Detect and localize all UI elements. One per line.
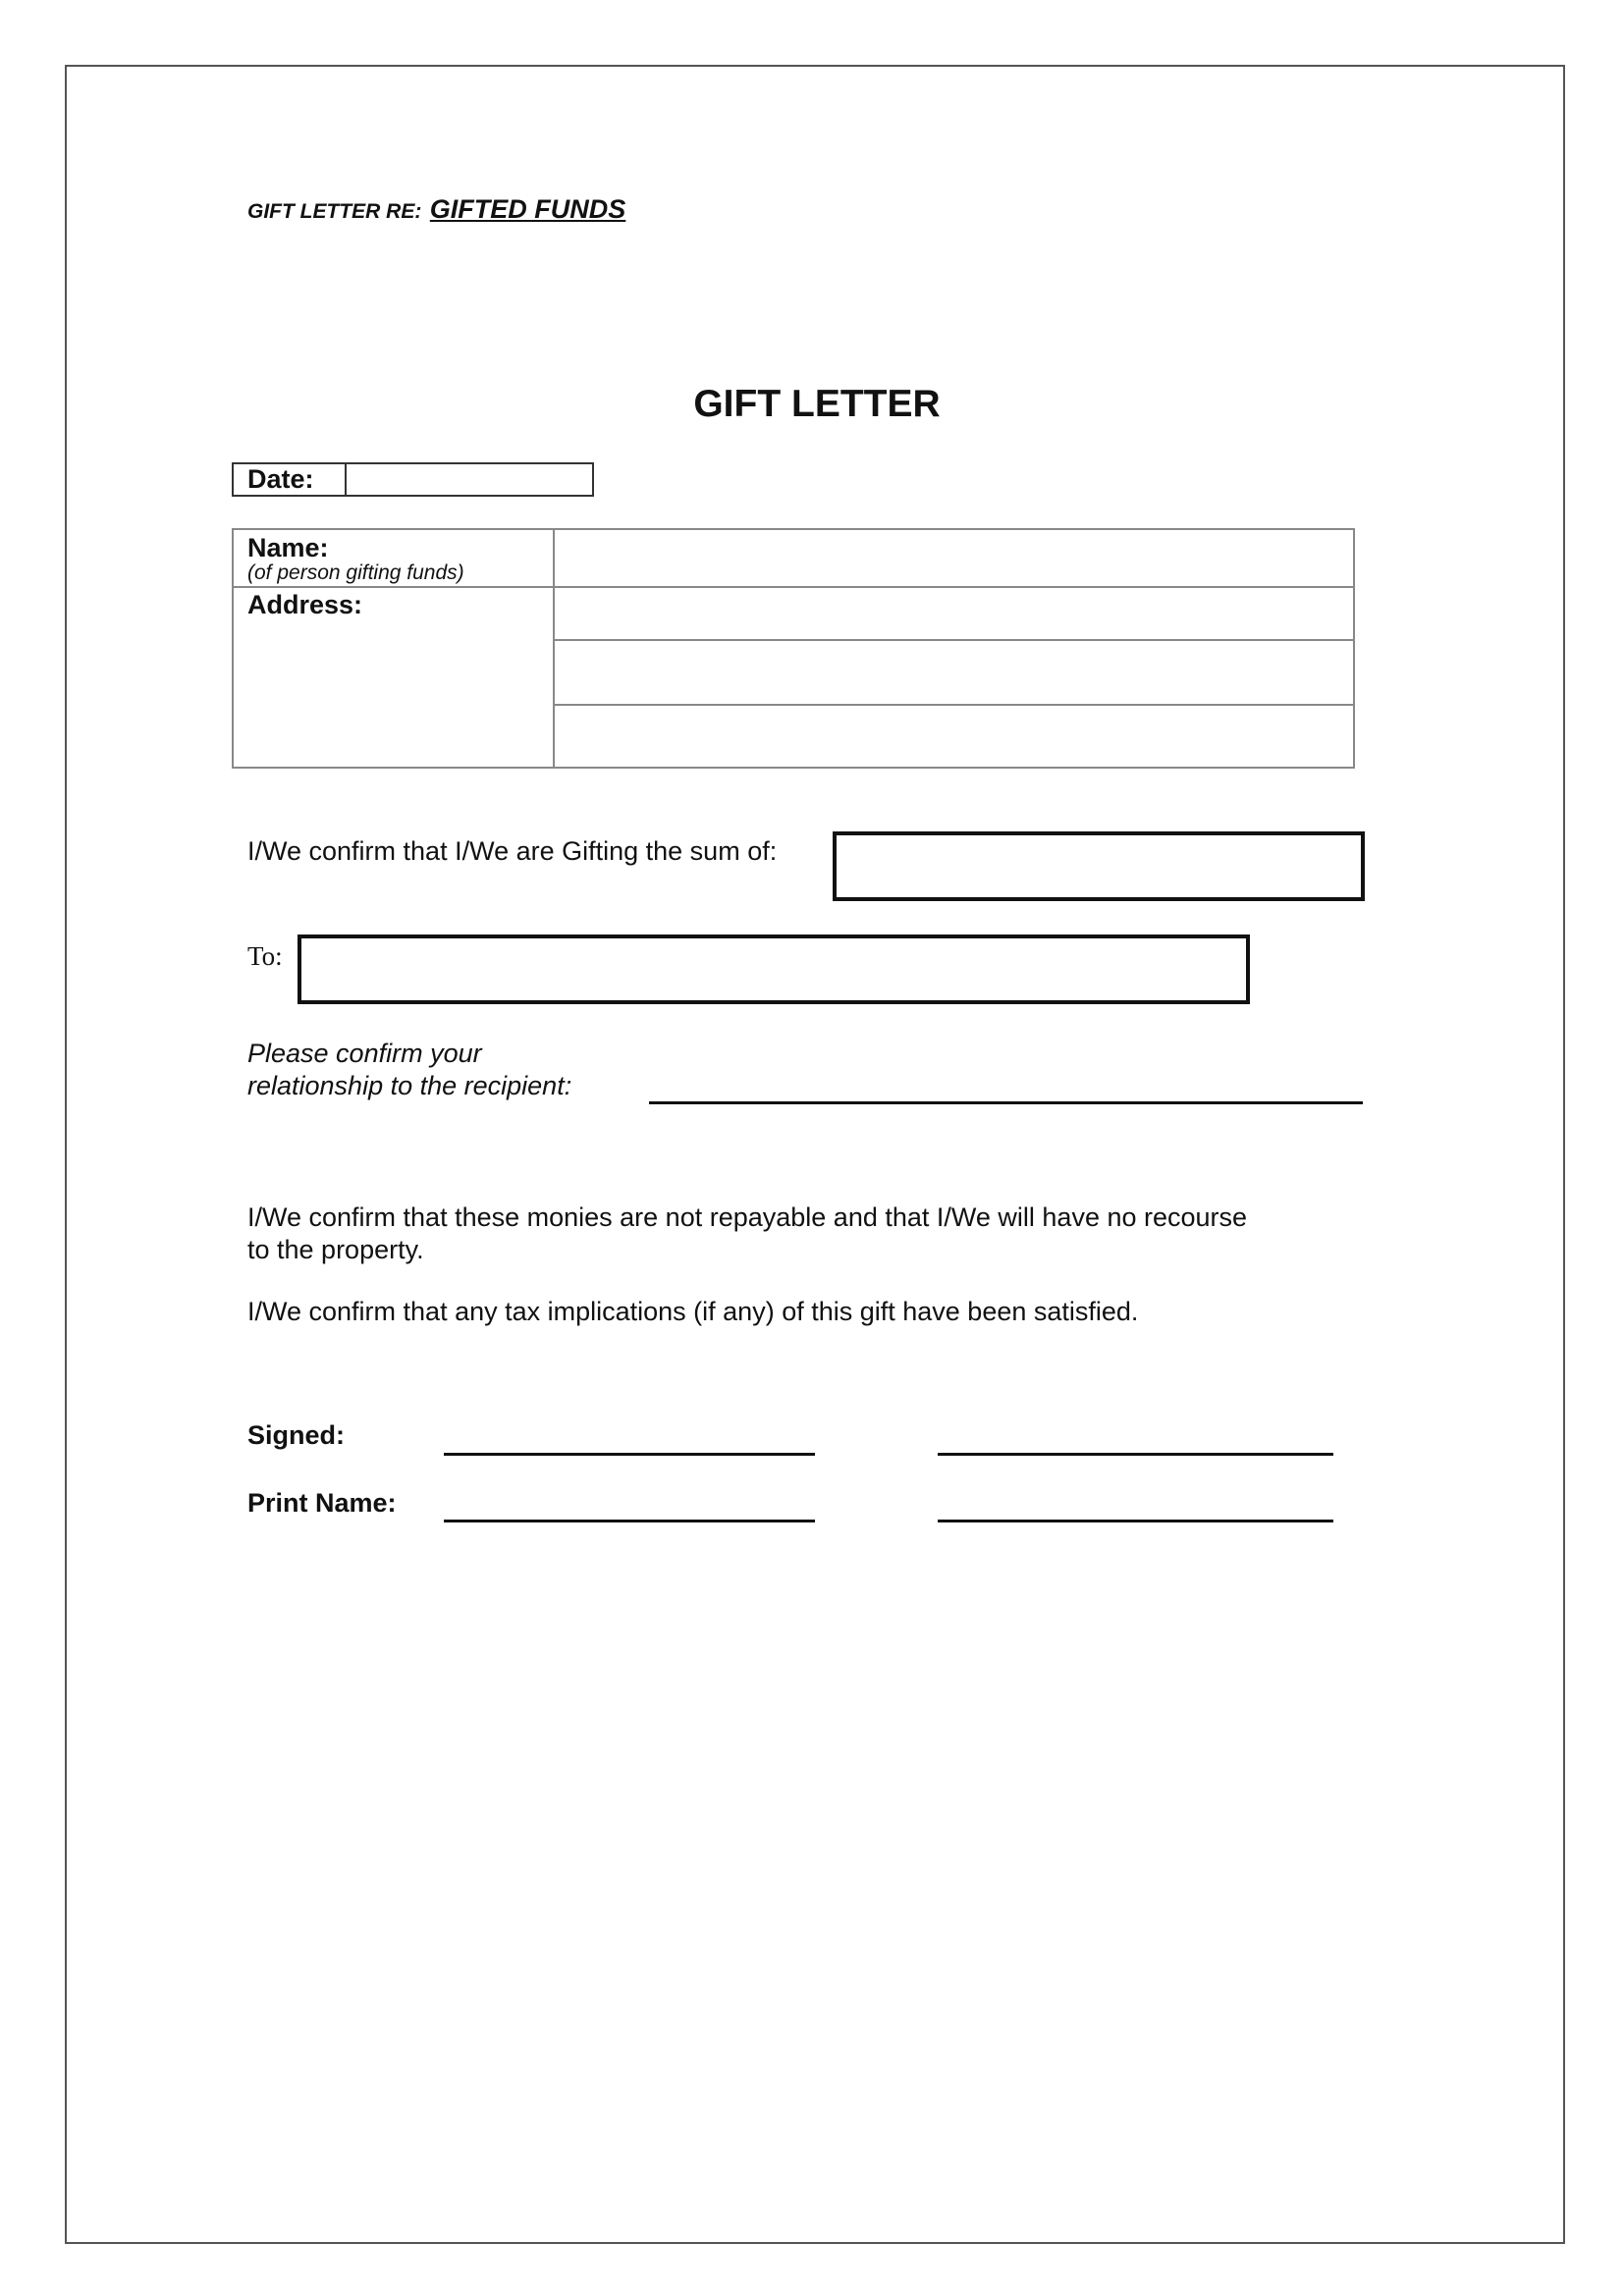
signature-line-2[interactable] xyxy=(938,1453,1333,1456)
relationship-underline[interactable] xyxy=(649,1101,1363,1104)
name-label-cell xyxy=(234,530,553,588)
name-sublabel: (of person gifting funds) xyxy=(247,561,464,584)
address-label: Address: xyxy=(247,590,363,619)
giver-labels-column xyxy=(234,530,555,767)
to-label: To: xyxy=(247,941,283,971)
giver-details-table xyxy=(232,528,1355,769)
reference-label: GIFT LETTER RE: xyxy=(247,200,422,223)
date-field xyxy=(232,462,594,497)
print-name-line-2[interactable] xyxy=(938,1520,1333,1522)
signature-line-1[interactable] xyxy=(444,1453,815,1456)
signed-label: Signed: xyxy=(247,1420,345,1450)
recipient-box[interactable] xyxy=(298,934,1250,1004)
gift-sum-box[interactable] xyxy=(833,831,1365,901)
reference-value: GIFTED FUNDS xyxy=(429,194,626,224)
date-input[interactable] xyxy=(347,464,592,495)
relationship-label-line-1: Please confirm your xyxy=(247,1039,482,1068)
page-title: GIFT LETTER xyxy=(693,383,941,425)
tax-statement: I/We confirm that any tax implications (if any) of this gift have been satisfied. xyxy=(247,1297,1139,1326)
name-label: Name: xyxy=(247,533,329,562)
statement-line-1: I/We confirm that these monies are not repayable and that I/We will have no recourse xyxy=(247,1202,1248,1232)
relationship-label-line-2: relationship to the recipient: xyxy=(247,1071,572,1100)
print-name-label: Print Name: xyxy=(247,1488,397,1518)
reference-line xyxy=(247,194,625,225)
address-line-2-cell[interactable] xyxy=(555,641,1353,706)
print-name-line-1[interactable] xyxy=(444,1520,815,1522)
non-repayable-statement xyxy=(247,1201,1377,1266)
address-line-3-cell[interactable] xyxy=(555,706,1353,767)
address-line-1-cell[interactable] xyxy=(555,588,1353,641)
date-label: Date: xyxy=(234,464,347,495)
statement-line-2: to the property. xyxy=(247,1235,424,1264)
gift-sum-text: I/We confirm that I/We are Gifting the sum of: xyxy=(247,836,778,866)
name-input-cell[interactable] xyxy=(555,530,1353,588)
relationship-label xyxy=(247,1038,571,1102)
